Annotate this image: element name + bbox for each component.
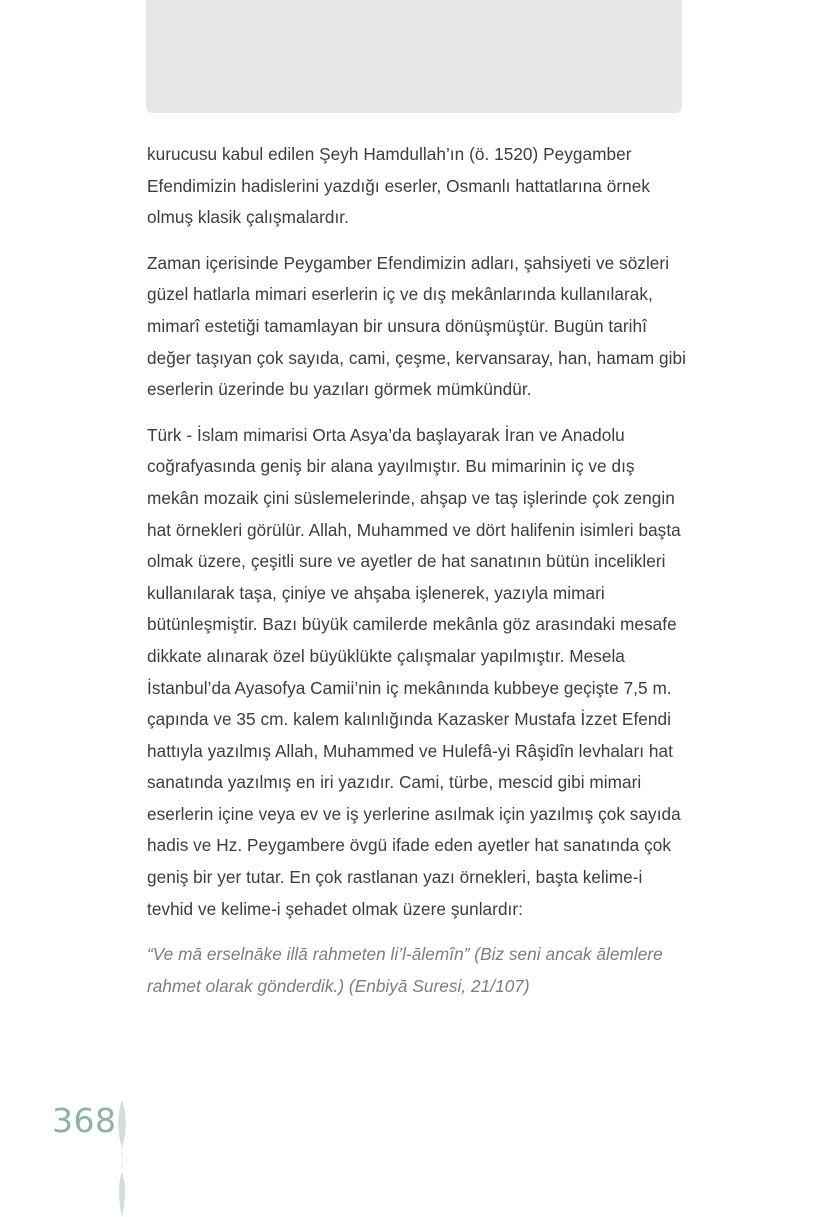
paragraph-3: Türk - İslam mimarisi Orta Asya’da başlayarak İran ve Anadolu coğrafyasında geniş bir alana yayılmıştır. Bu mimarinin iç ve dış mekân mozaik çini süslemelerinde, ahşap ve taş işlerinde çok zengin hat örnekleri görülür. Allah, Muhammed ve dört halifenin isimleri başta olmak üzere, çeşitli sure ve ayetler de hat sanatının bütün incelikleri kullanılarak taşa, çiniye ve ahşaba işlenerek, yazıyla mimari bütünleşmiştir. Bazı büyük camilerde mekânla göz arasındaki mesafe dikkate alınarak özel büyüklükte çalışmalar yapılmıştır. Mesela İstanbul’da Ayasofya Camii’nin iç mekânında kubbeye geçişte 7,5 m. çapında ve 35 cm. kalem kalınlığında Kazasker Mustafa İzzet Efendi hattıyla yazılmış Allah, Muhammed ve Hulefâ-yi Râşidîn levhaları hat sanatında yazılmış en iri yazıdır. Cami, türbe, mescid gibi mimari eserlerin içine veya ev ve iş yerlerine asılmak için yazılmış çok sayıda hadis ve Hz. Peygambere övgü ifade eden ayetler hat sanatında çok geniş bir yer tutar. En çok rastlanan yazı örnekleri, başta kelime-i tevhid ve kelime-i şehadet olmak üzere şunlardır:	[147, 424, 681, 919]
image-placeholder	[146, 0, 682, 113]
body-text	[147, 139, 687, 1016]
quote: “Ve mā erselnāke illā rahmeten li’l-ālemîn” (Biz seni ancak ālemlere rahmet olarak gönderdik.) (Enbiyā Suresi, 21/107)	[147, 944, 663, 996]
page-number: 368	[52, 1101, 117, 1140]
ornament-icon	[112, 1100, 132, 1217]
paragraph-1: kurucusu kabul edilen Şeyh Hamdullah’ın (ö. 1520) Peygamber Efendimizin hadislerini yazdığı eserler, Osmanlı hattatlarına örnek olmuş klasik çalışmalardır.	[147, 144, 650, 228]
paragraph-2: Zaman içerisinde Peygamber Efendimizin adları, şahsiyeti ve sözleri güzel hatlarla mimari eserlerin iç ve dış mekânlarında kullanılarak, mimarî estetiği tamamlayan bir unsura dönüşmüştür. Bugün tarihî değer taşıyan çok sayıda, cami, çeşme, kervansaray, han, hamam gibi eserlerin üzerinde bu yazıları görmek mümkündür.	[147, 252, 686, 400]
